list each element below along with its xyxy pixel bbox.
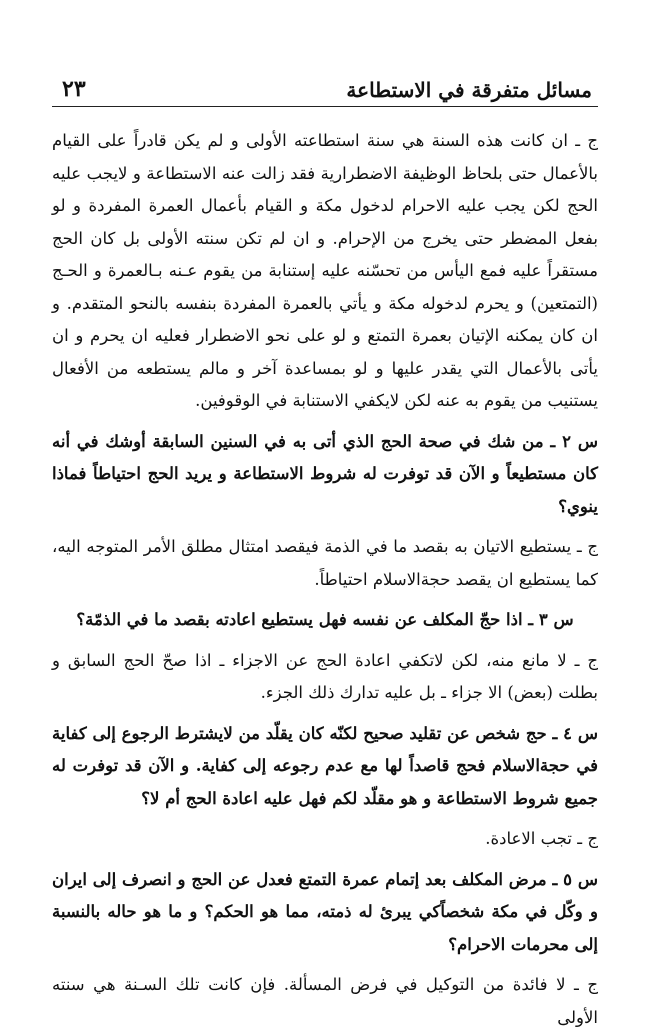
running-title: مسائل متفرقة في الاستطاعة bbox=[346, 78, 592, 102]
page-body bbox=[52, 125, 598, 1034]
page-header bbox=[52, 62, 598, 107]
answer-paragraph: ج ـ لا فائدة من التوكيل في فرض المسألة. فإن كانت تلك السـنة هي سنته الأولى bbox=[52, 975, 598, 1027]
question-paragraph: س ٥ ـ مرض المكلف بعد إتمام عمرة التمتع فعدل عن الحج و انصرف إلى ايران و وكّل في مكة شخصاًكي يبرئ له ذمته، مما هو الحكم؟ و ما هو حاله بالنسبة إلى محرمات الاحرام؟ bbox=[52, 869, 598, 954]
answer-paragraph: ج ـ تجب الاعادة. bbox=[485, 829, 598, 848]
question-paragraph: س ٣ ـ اذا حجّ المكلف عن نفسه فهل يستطيع اعادته بقصد ما في الذمّة؟ bbox=[76, 610, 574, 629]
question-paragraph: س ٤ ـ حج شخص عن تقليد صحيح لكنّه كان يقلّد من لايشترط الرجوع إلى كفاية في حجةالاسلام فحج قاصداً لها مع عدم رجوعه إلى كفاية. و الآن قد توفرت له جميع شروط الاستطاعة و هو مقلّد لكم فهل عليه اعادة الحج أم لا؟ bbox=[52, 723, 598, 808]
answer-paragraph: ج ـ ان كانت هذه السنة هي سنة استطاعته الأولى و لم يكن قادراً على القيام بالأعمال حتى بلحاظ الوظيفة الاضطرارية فقد زالت عنه الاستطاعة و لايجب عليه الحج لكن يجب عليه الاحرام لدخول مكة و القيام بأعمال العمرة المفردة و لو بفعل المضطر حتى يخرج من الإحرام. و ان لم تكن سنته الأولى بل كان الحج مستقراً عليه فمع اليأس من تحسّنه عليه إستنابة من يقوم عـنه بـالعمرة و الحـج (التمتعين) و يحرم لدخوله مكة و يأتي بالعمرة المفردة بنفسه بالنحو المتقدم. و ان كان يمكنه الإتيان بعمرة التمتع و لو على نحو الاضطرار فعليه ان يحرم و ان يأتى بالأعمال التي يقدر عليها و لو بمساعدة آخر و مالم يستطعه من الأفعال يستنيب من يقوم به عنه لكن لايكفي الاستنابة في الوقوفين. bbox=[52, 131, 598, 410]
answer-paragraph: ج ـ لا مانع منه، لكن لاتكفي اعادة الحج عن الاجزاء ـ اذا صحّ الحج السابق و بطلت (بعض) الا جزاء ـ بل عليه تدارك ذلك الجزء. bbox=[52, 650, 598, 702]
question-paragraph: س ٢ ـ من شك في صحة الحج الذي أتى به في السنين السابقة أوشك في أنه كان مستطيعاً و الآن قد توفرت له شروط الاستطاعة و يريد الحج احتياطاً فماذا ينوي؟ bbox=[52, 431, 599, 516]
answer-paragraph: ج ـ يستطيع الاتيان به بقصد ما في الذمة فيقصد امتثال مطلق الأمر المتوجه اليه، كما يستطيع ان يقصد حجةالاسلام احتياطاً. bbox=[52, 537, 598, 589]
page-number: ٢٣ bbox=[62, 76, 86, 102]
